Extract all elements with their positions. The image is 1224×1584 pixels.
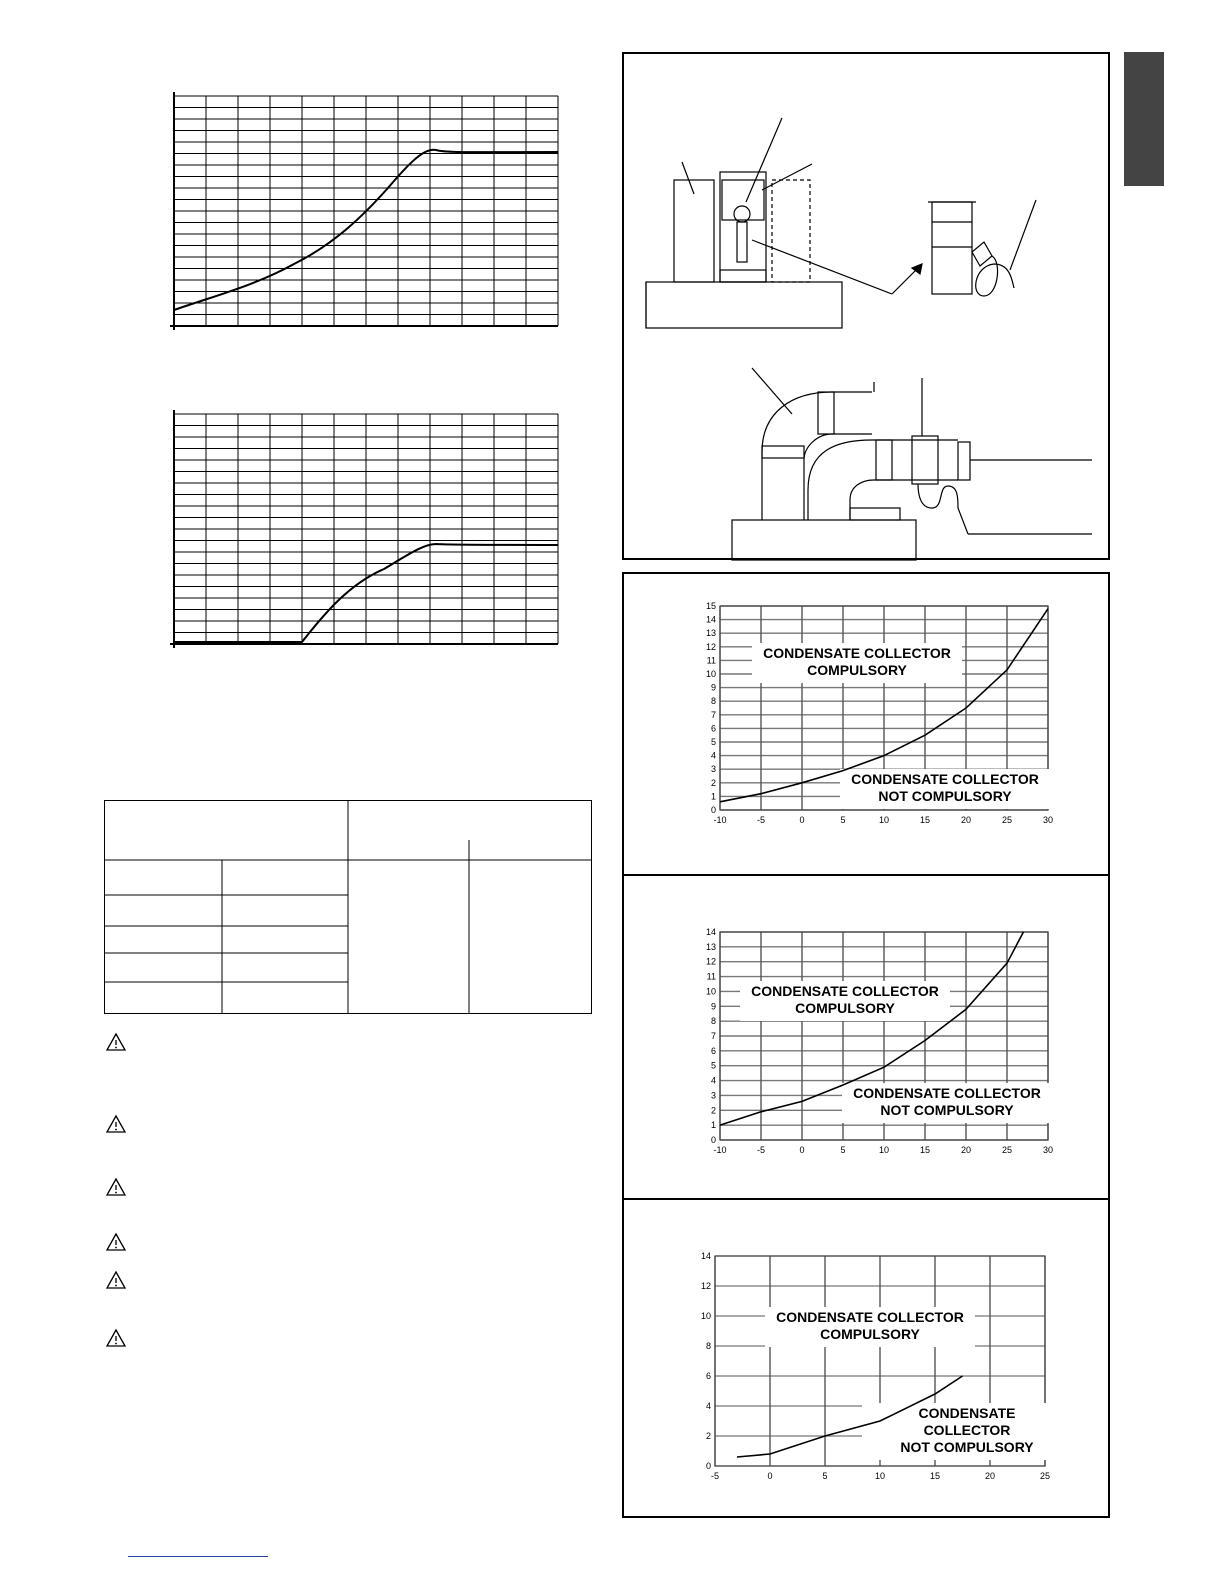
x-tick-label: 5 [822,1471,828,1481]
annotation-label: COMPULSORY [820,1326,920,1342]
x-tick-label: -10 [713,1145,727,1155]
y-tick-label: 10 [705,669,716,679]
y-tick-label: 13 [705,628,716,639]
annotation-label: CONDENSATE [918,1405,1016,1421]
y-tick-label: 11 [706,655,716,666]
footer-rule [128,1556,268,1557]
y-tick-label: 14 [705,614,716,625]
annotation-label: COMPULSORY [795,1000,895,1016]
y-tick-label: 0 [710,1135,716,1145]
annotation-label: CONDENSATE COLLECTOR [776,1309,964,1325]
x-tick-label: -10 [713,815,727,825]
annotation-label: COMPULSORY [807,662,907,678]
condensate-chart-1 [706,601,1053,825]
x-tick-label: 20 [984,1471,996,1481]
x-tick-label: 25 [1001,1145,1013,1155]
y-tick-label: 7 [710,709,716,720]
y-tick-label: 0 [710,805,716,815]
x-tick-label: 10 [878,815,890,825]
y-tick-label: 1 [710,791,716,802]
x-tick-label: -5 [756,1145,766,1155]
y-tick-label: 3 [710,1090,716,1101]
y-tick-label: 7 [710,1031,716,1041]
x-tick-label: 30 [1042,815,1054,825]
annotation-label: COLLECTOR [923,1422,1011,1438]
y-tick-label: 4 [705,1401,711,1411]
x-tick-label: 25 [1039,1471,1051,1481]
x-tick-label: 10 [874,1471,886,1481]
x-tick-label: 5 [840,815,846,825]
y-tick-label: 10 [700,1311,711,1321]
y-tick-label: 12 [705,956,716,967]
condensate-chart-2 [706,927,1053,1155]
x-tick-label: 5 [840,1145,846,1155]
y-tick-label: 8 [710,696,716,707]
x-tick-label: 0 [767,1471,773,1481]
y-tick-label: 10 [705,986,716,997]
x-tick-label: -5 [710,1471,720,1481]
y-tick-label: 9 [710,1001,716,1012]
x-tick-label: 15 [929,1471,941,1481]
annotation-label: CONDENSATE COLLECTOR [853,1085,1041,1101]
y-tick-label: 2 [705,1431,711,1441]
y-tick-label: 4 [710,750,716,761]
y-tick-label: 11 [706,971,716,982]
x-tick-label: 15 [919,1145,931,1155]
y-tick-label: 6 [710,723,716,734]
condensate-chart-3 [701,1251,1072,1481]
x-tick-label: 20 [960,1145,972,1155]
annotation-label: CONDENSATE COLLECTOR [751,983,939,999]
y-tick-label: 2 [710,777,716,788]
y-tick-label: 13 [705,941,716,952]
x-tick-label: 10 [878,1145,890,1155]
annotation-label: NOT COMPULSORY [878,788,1012,804]
x-tick-label: 30 [1042,1145,1054,1155]
y-tick-label: 0 [705,1461,711,1471]
y-tick-label: 5 [710,737,716,747]
y-tick-label: 4 [710,1075,716,1086]
y-tick-label: 14 [705,927,716,937]
x-tick-label: 0 [799,815,805,825]
y-tick-label: 2 [710,1105,716,1116]
x-tick-label: 25 [1001,815,1013,825]
y-tick-label: 5 [710,1060,716,1071]
annotation-label: CONDENSATE COLLECTOR [763,645,951,661]
y-tick-label: 6 [710,1045,716,1056]
x-tick-label: -5 [756,815,766,825]
y-tick-label: 12 [705,641,716,652]
y-tick-label: 12 [700,1281,711,1291]
y-tick-label: 8 [710,1016,716,1027]
annotation-label: CONDENSATE COLLECTOR [851,771,1039,787]
y-tick-label: 3 [710,764,716,775]
y-tick-label: 8 [705,1341,711,1351]
x-tick-label: 20 [960,815,972,825]
annotation-label: NOT COMPULSORY [900,1439,1034,1455]
y-tick-label: 9 [710,682,716,693]
x-tick-label: 15 [919,815,931,825]
y-tick-label: 15 [705,601,716,611]
y-tick-label: 1 [710,1120,716,1131]
x-tick-label: 0 [799,1145,805,1155]
y-tick-label: 6 [705,1371,711,1381]
annotation-label: NOT COMPULSORY [880,1102,1014,1118]
y-tick-label: 14 [700,1251,711,1261]
